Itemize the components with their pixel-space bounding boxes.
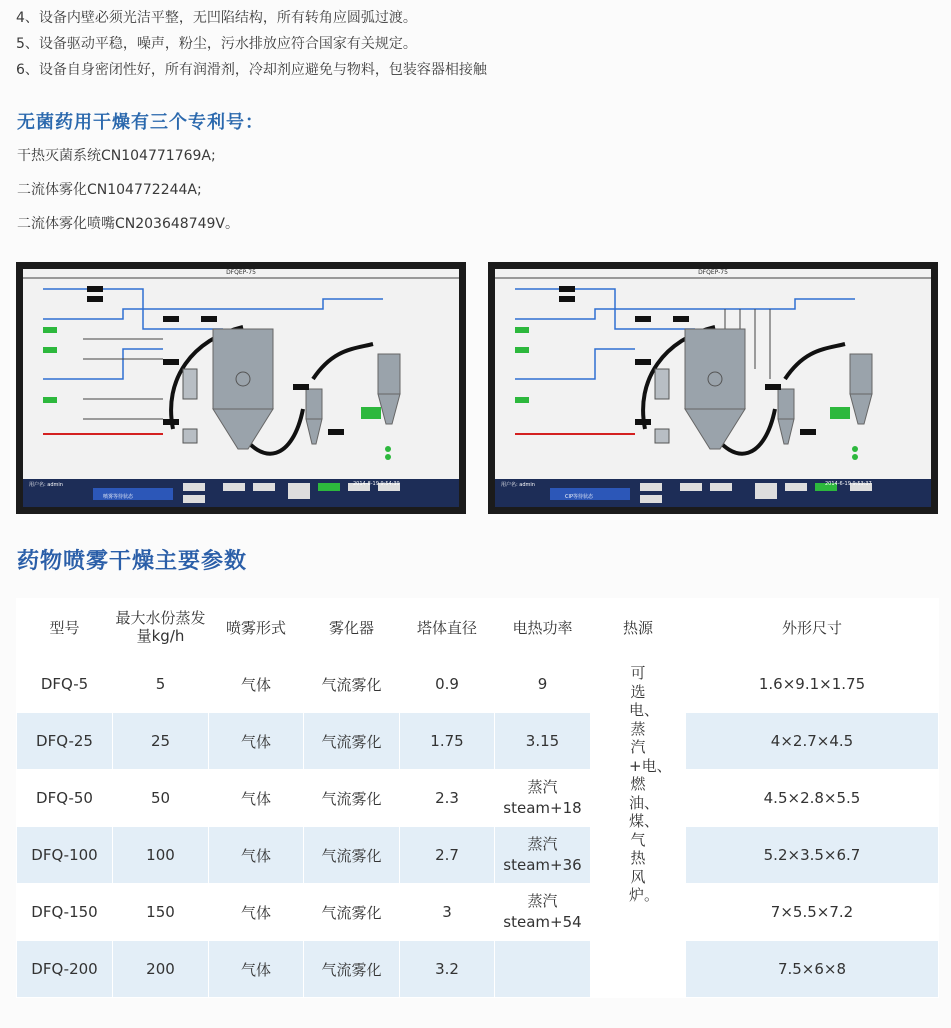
hmi-status-label: 喷雾等待状态 xyxy=(103,494,134,500)
hmi-user-label: 用户名: admin xyxy=(29,482,63,488)
requirement-item: 4、设备内壁必须光洁平整，无凹陷结构，所有转角应圆弧过渡。 xyxy=(16,10,417,26)
power-value: 蒸汽 xyxy=(527,778,558,796)
patent-section-title: 无菌药用干燥有三个专利号： xyxy=(17,112,264,133)
hmi-screen xyxy=(23,269,459,507)
power-value: 3.15 xyxy=(525,732,560,750)
power-value: steam+54 xyxy=(503,913,582,931)
model-cell: DFQ-50 xyxy=(17,770,113,827)
params-table xyxy=(16,598,939,998)
evap-cell: 50 xyxy=(113,770,209,827)
model-cell: DFQ-25 xyxy=(17,713,113,770)
patent-list xyxy=(17,146,239,248)
atomizer-cell: 气流雾化 xyxy=(304,656,400,713)
hmi-screen-photo-left xyxy=(16,262,466,514)
spray-cell: 气体 xyxy=(209,713,304,770)
model-cell: DFQ-150 xyxy=(17,884,113,941)
requirements-list xyxy=(16,8,487,86)
table-row xyxy=(17,884,939,941)
diameter-cell: 3.2 xyxy=(400,941,495,998)
hmi-screen-title: DFQEP-75 xyxy=(226,269,256,276)
hmi-screen-title: DFQEP-75 xyxy=(698,269,728,276)
power-cell xyxy=(495,713,591,770)
evap-cell: 100 xyxy=(113,827,209,884)
atomizer-cell: 气流雾化 xyxy=(304,713,400,770)
hmi-screen-photo-right xyxy=(488,262,938,514)
heat-source-text: 可选电、蒸汽+电、燃油、煤、气热风炉。 xyxy=(629,664,672,904)
model-cell: DFQ-100 xyxy=(17,827,113,884)
hmi-user-label: 用户名: admin xyxy=(501,482,535,488)
power-value: 蒸汽 xyxy=(527,892,558,910)
atomizer-cell: 气流雾化 xyxy=(304,827,400,884)
hmi-screen xyxy=(495,269,931,507)
params-section-title: 药物喷雾干燥主要参数 xyxy=(17,549,248,574)
diameter-cell: 2.3 xyxy=(400,770,495,827)
size-cell: 1.6×9.1×1.75 xyxy=(686,656,939,713)
table-row xyxy=(17,656,939,713)
header-cell: 喷雾形式 xyxy=(209,599,304,656)
header-cell: 塔体直径 xyxy=(400,599,495,656)
diameter-cell: 1.75 xyxy=(400,713,495,770)
header-cell: 热源 xyxy=(591,599,686,656)
evap-cell: 200 xyxy=(113,941,209,998)
power-value: 9 xyxy=(537,675,548,693)
atomizer-cell: 气流雾化 xyxy=(304,770,400,827)
diameter-cell: 0.9 xyxy=(400,656,495,713)
table-row xyxy=(17,827,939,884)
power-cell xyxy=(495,884,591,941)
power-value: steam+36 xyxy=(503,856,582,874)
process-flow-diagram xyxy=(495,269,931,507)
header-cell: 最大水份蒸发量kg/h xyxy=(113,599,209,656)
heat-source-cell xyxy=(591,656,686,998)
hmi-date-label: 2014-8-19 9:54:39 xyxy=(353,481,400,487)
diameter-cell: 3 xyxy=(400,884,495,941)
process-flow-diagram xyxy=(23,269,459,507)
power-cell xyxy=(495,827,591,884)
size-cell: 5.2×3.5×6.7 xyxy=(686,827,939,884)
header-cell: 电热功率 xyxy=(495,599,591,656)
header-cell: 型号 xyxy=(17,599,113,656)
spray-cell: 气体 xyxy=(209,770,304,827)
atomizer-cell: 气流雾化 xyxy=(304,941,400,998)
atomizer-cell: 气流雾化 xyxy=(304,884,400,941)
model-cell: DFQ-200 xyxy=(17,941,113,998)
spray-cell: 气体 xyxy=(209,941,304,998)
evap-cell: 5 xyxy=(113,656,209,713)
power-cell xyxy=(495,656,591,713)
patent-item: 干热灭菌系统CN104771769A; xyxy=(17,148,216,164)
requirement-item: 6、设备自身密闭性好，所有润滑剂，冷却剂应避免与物料，包装容器相接触 xyxy=(16,62,487,78)
size-cell: 4.5×2.8×5.5 xyxy=(686,770,939,827)
size-cell: 7.5×6×8 xyxy=(686,941,939,998)
hmi-date-label: 2014-6-19 9:53:37 xyxy=(825,481,872,487)
table-row xyxy=(17,770,939,827)
evap-cell: 150 xyxy=(113,884,209,941)
spray-cell: 气体 xyxy=(209,884,304,941)
table-header-row xyxy=(17,599,939,656)
evap-cell: 25 xyxy=(113,713,209,770)
power-cell xyxy=(495,941,591,998)
size-cell: 4×2.7×4.5 xyxy=(686,713,939,770)
hmi-status-label: CIP等待状态 xyxy=(565,494,593,500)
model-cell: DFQ-5 xyxy=(17,656,113,713)
patent-item: 二流体雾化CN104772244A; xyxy=(17,182,202,198)
power-value: 蒸汽 xyxy=(527,835,558,853)
table-row xyxy=(17,713,939,770)
spray-cell: 气体 xyxy=(209,656,304,713)
requirement-item: 5、设备驱动平稳，噪声，粉尘，污水排放应符合国家有关规定。 xyxy=(16,36,417,52)
table-row xyxy=(17,941,939,998)
power-value: steam+18 xyxy=(503,799,582,817)
header-cell: 外形尺寸 xyxy=(686,599,939,656)
power-cell xyxy=(495,770,591,827)
patent-item: 二流体雾化喷嘴CN203648749V。 xyxy=(17,216,239,232)
diameter-cell: 2.7 xyxy=(400,827,495,884)
size-cell: 7×5.5×7.2 xyxy=(686,884,939,941)
header-cell: 雾化器 xyxy=(304,599,400,656)
spray-cell: 气体 xyxy=(209,827,304,884)
